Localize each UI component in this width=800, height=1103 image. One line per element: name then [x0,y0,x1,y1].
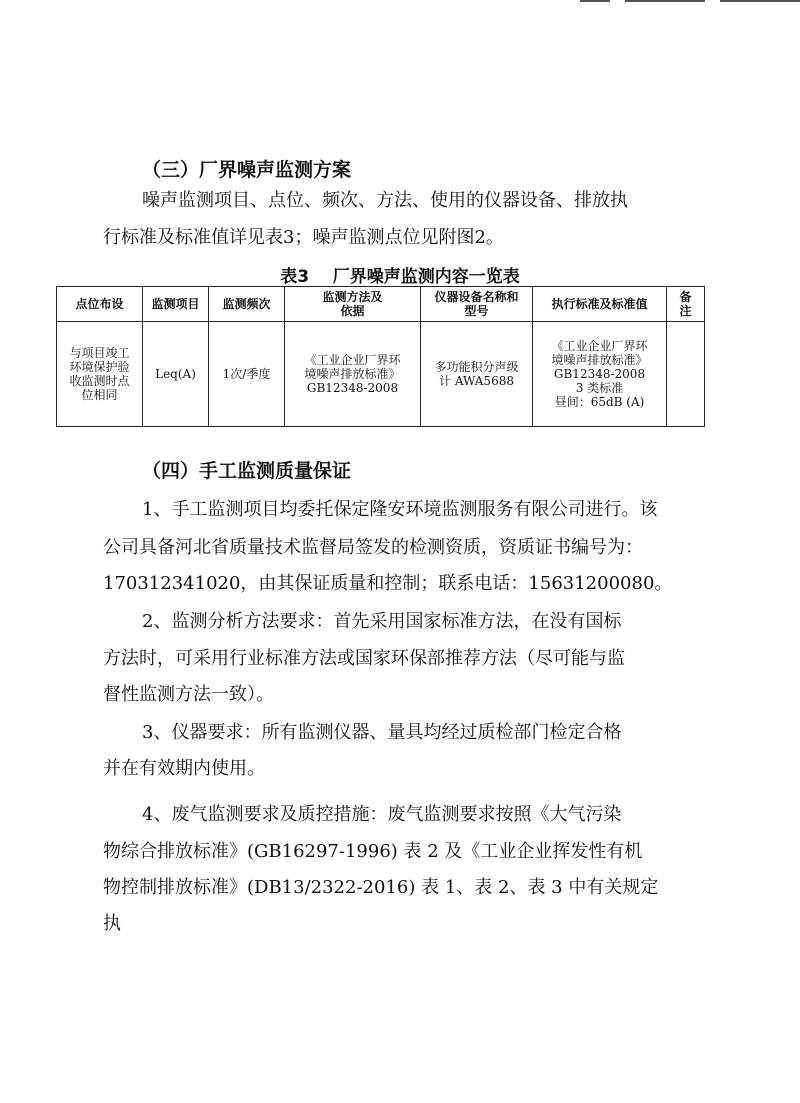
paragraph-line: 公司具备河北省质量技术监督局签发的检测资质，资质证书编号为： [103,537,643,558]
cell-location: 与项目竣工 环境保护验 收监测时点 位相同 [57,322,143,427]
header-cell-standard: 执行标准及标准值 [533,287,667,322]
cell-standard: 《工业企业厂界环 境噪声排放标准》 GB12348-2008 3 类标准 昼间：65dB (A) [533,322,667,427]
cell-frequency: 1次/季度 [209,322,285,427]
paragraph-line: 2、监测分析方法要求：首先采用国家标准方法，在没有国标 [142,611,622,632]
table-header-row [57,287,705,322]
paragraph-line: 物控制排放标准》(DB13/2322-2016) 表 1、表 2、表 3 中有关规定 [103,877,659,898]
header-cell-frequency: 监测频次 [209,287,285,322]
noise-monitoring-table [56,286,705,427]
header-cell-location: 点位布设 [57,287,143,322]
section3-paragraph-line: 噪声监测项目、点位、频次、方法、使用的仪器设备、排放执 [142,190,628,211]
paragraph-line: 方法时，可采用行业标准方法或国家环保部推荐方法（尽可能与监 [103,648,625,669]
paragraph-line: 170312341020，由其保证质量和控制；联系电话：15631200080。 [103,573,673,594]
scan-edge-mark [580,0,610,2]
paragraph-line: 物综合排放标准》(GB16297-1996) 表 2 及《工业企业挥发性有机 [103,841,643,862]
scan-edge-mark [720,0,800,2]
section3-paragraph-line: 行标准及标准值详见表3；噪声监测点位见附图2。 [103,227,504,248]
section3-heading: （三）厂界噪声监测方案 [142,159,352,181]
table-row [57,322,705,427]
section4-heading: （四）手工监测质量保证 [142,460,352,482]
table-caption: 表3 厂界噪声监测内容一览表 [280,267,520,287]
header-cell-remarks: 备 注 [667,287,705,322]
header-cell-item: 监测项目 [143,287,209,322]
header-cell-method: 监测方法及 依据 [285,287,421,322]
header-cell-instrument: 仪器设备名称和 型号 [421,287,533,322]
paragraph-line: 4、废气监测要求及质控措施：废气监测要求按照《大气污染 [142,804,622,825]
paragraph-line: 3、仪器要求：所有监测仪器、量具均经过质检部门检定合格 [142,722,622,743]
cell-instrument: 多功能积分声级 计 AWA5688 [421,322,533,427]
paragraph-line: 1、手工监测项目均委托保定隆安环境监测服务有限公司进行。该 [142,499,658,520]
cell-remarks [667,322,705,427]
paragraph-line: 执 [103,913,121,934]
scan-edge-mark [625,0,705,2]
cell-method: 《工业企业厂界环 境噪声排放标准》 GB12348-2008 [285,322,421,427]
cell-item: Leq(A) [143,322,209,427]
paragraph-line: 督性监测方法一致）。 [103,684,274,705]
paragraph-line: 并在有效期内使用。 [103,758,265,779]
